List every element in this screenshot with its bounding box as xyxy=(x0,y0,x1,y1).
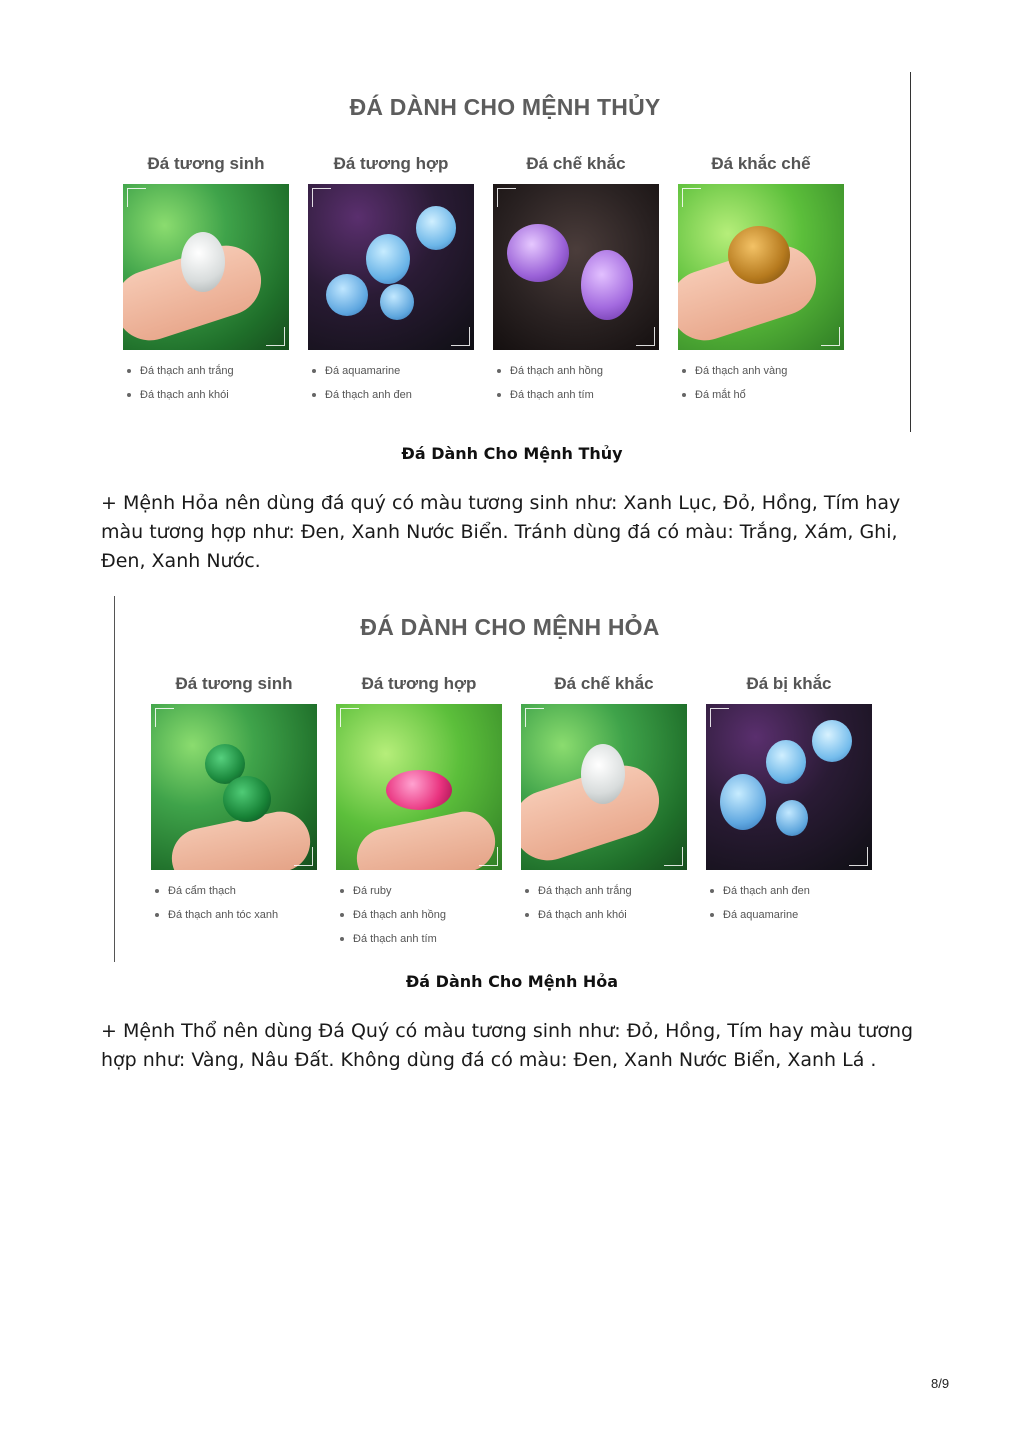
list-item: Đá thạch anh khói xyxy=(525,908,687,932)
tiger-eye-stone xyxy=(728,226,790,284)
column-heading: Đá chế khắc xyxy=(526,154,626,173)
infographic-menh-hoa xyxy=(114,596,905,962)
column-heading: Đá tương hợp xyxy=(333,154,449,173)
list-item: Đá thạch anh tím xyxy=(497,388,659,412)
hand-shape xyxy=(351,806,500,870)
aquamarine-stone xyxy=(812,720,852,762)
aquamarine-stone xyxy=(720,774,766,830)
column-heading: Đá bị khắc xyxy=(746,674,832,693)
clear-quartz-photo xyxy=(123,184,289,350)
tiger-eye-photo xyxy=(678,184,844,350)
white-quartz-stone xyxy=(581,744,625,804)
figure-caption: Đá Dành Cho Mệnh Hỏa xyxy=(405,972,619,991)
jade-stone xyxy=(223,776,271,822)
column-heading: Đá tương hợp xyxy=(361,674,477,693)
list-item: Đá aquamarine xyxy=(710,908,872,932)
list-item: Đá thạch anh tóc xanh xyxy=(155,908,317,932)
list-item: Đá thạch anh vàng xyxy=(682,364,844,388)
list-item: Đá thạch anh hồng xyxy=(340,908,502,932)
list-item: Đá thạch anh khói xyxy=(127,388,289,412)
stone-list xyxy=(123,364,289,412)
aquamarine-stone xyxy=(366,234,410,284)
aquamarine-stone xyxy=(326,274,368,316)
list-item: Đá thạch anh đen xyxy=(312,388,474,412)
aquamarine-photo xyxy=(706,704,872,870)
column-khac-che xyxy=(678,152,844,412)
list-item: Đá mắt hổ xyxy=(682,388,844,412)
aquamarine-stone xyxy=(416,206,456,250)
aquamarine-stone xyxy=(776,800,808,836)
list-item: Đá aquamarine xyxy=(312,364,474,388)
stone-list xyxy=(308,364,474,412)
column-heading: Đá tương sinh xyxy=(147,154,265,173)
list-item: Đá cẩm thạch xyxy=(155,884,317,908)
column-tuong-sinh xyxy=(151,672,317,932)
column-heading: Đá tương sinh xyxy=(175,674,293,693)
amethyst-stone xyxy=(507,224,569,282)
column-tuong-hop xyxy=(336,672,502,956)
list-item: Đá thạch anh tím xyxy=(340,932,502,956)
column-heading: Đá khắc chế xyxy=(711,154,811,173)
stone-list xyxy=(493,364,659,412)
list-item: Đá thạch anh đen xyxy=(710,884,872,908)
amethyst-stone xyxy=(581,250,633,320)
clear-quartz-photo xyxy=(521,704,687,870)
stone-list xyxy=(706,884,872,932)
amethyst-photo xyxy=(493,184,659,350)
stone-list xyxy=(336,884,502,956)
infographic-title: ĐÁ DÀNH CHO MỆNH HỎA xyxy=(360,614,660,640)
list-item: Đá ruby xyxy=(340,884,502,908)
white-quartz-stone xyxy=(181,232,225,292)
stone-list xyxy=(678,364,844,412)
aquamarine-stone xyxy=(380,284,414,320)
list-item: Đá thạch anh trắng xyxy=(525,884,687,908)
paragraph-menh-tho: + Mệnh Thổ nên dùng Đá Quý có màu tương sinh như: Đỏ, Hồng, Tím hay màu tương hợp như: Vàng, Nâu Đất. Không dùng đá có màu: Đen, Xanh Nước Biển, Xanh Lá . xyxy=(101,1020,914,1071)
figure-caption: Đá Dành Cho Mệnh Thủy xyxy=(401,444,623,463)
list-item: Đá thạch anh hồng xyxy=(497,364,659,388)
stone-list xyxy=(521,884,687,932)
aquamarine-photo xyxy=(308,184,474,350)
aquamarine-stone xyxy=(766,740,806,784)
column-tuong-sinh xyxy=(123,152,289,412)
list-item: Đá thạch anh trắng xyxy=(127,364,289,388)
jade-photo xyxy=(151,704,317,870)
infographic-title: ĐÁ DÀNH CHO MỆNH THỦY xyxy=(349,94,661,120)
ruby-stone xyxy=(386,770,452,810)
column-bi-khac xyxy=(706,672,872,932)
column-tuong-hop xyxy=(308,152,474,412)
page-number: 8/9 xyxy=(931,1376,950,1391)
ruby-photo xyxy=(336,704,502,870)
paragraph-menh-hoa: + Mệnh Hỏa nên dùng đá quý có màu tương sinh như: Xanh Lục, Đỏ, Hồng, Tím hay màu tương hợp như: Đen, Xanh Nước Biển. Tránh dùng đá có màu: Trắng, Xám, Ghi, Đen, Xanh Nước. xyxy=(101,492,901,572)
column-heading: Đá chế khắc xyxy=(554,674,654,693)
column-che-khac xyxy=(521,672,687,932)
stone-list xyxy=(151,884,317,932)
infographic-menh-thuy xyxy=(110,72,911,432)
column-che-khac xyxy=(493,152,659,412)
